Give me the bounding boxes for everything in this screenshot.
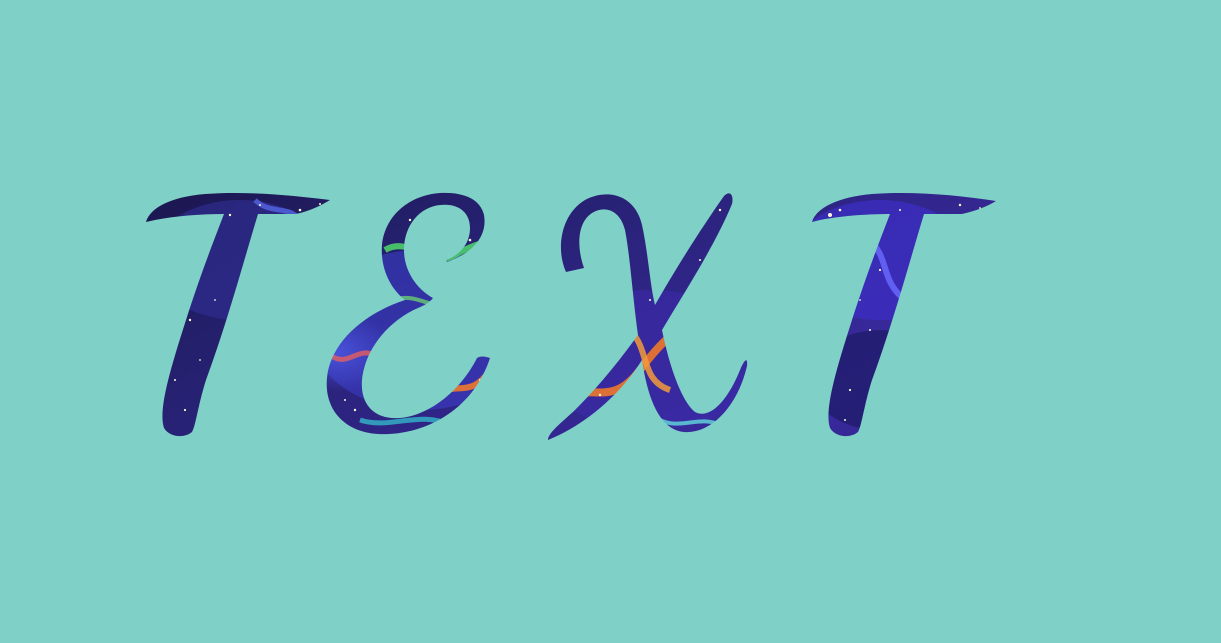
letter-t-first (146, 193, 330, 436)
letter-t-second (812, 193, 996, 436)
letter-x (548, 193, 747, 440)
headline-text: TEXT (570, 319, 576, 321)
letter-e (327, 193, 490, 434)
